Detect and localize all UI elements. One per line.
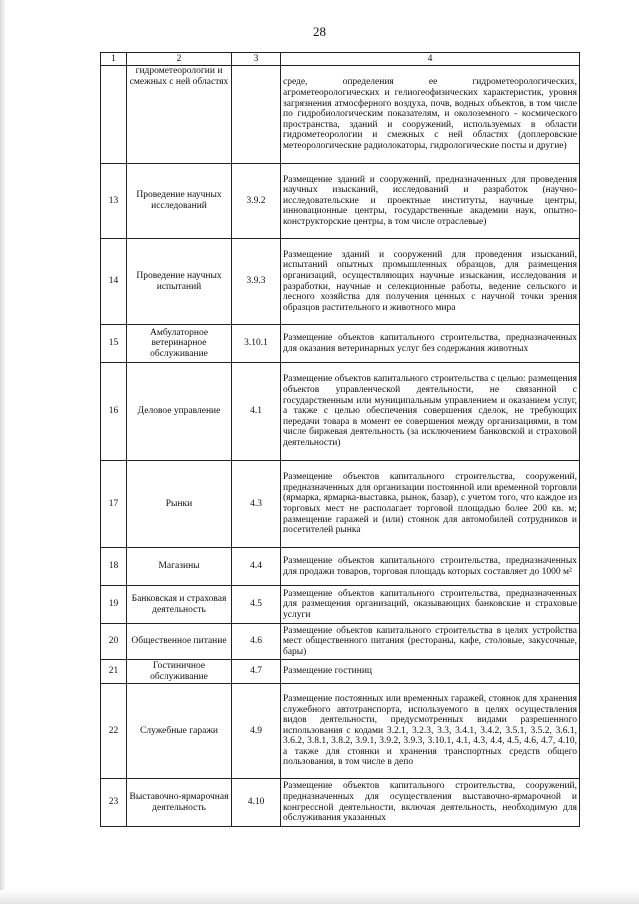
table-header-row [101, 53, 580, 66]
row-code-cell: 3.10.1 [232, 325, 281, 363]
row-name-cell: Проведение научных исследований [127, 164, 232, 239]
row-name-cell: Выставочно-ярмарочная деятельность [127, 779, 232, 827]
row-number-cell: 18 [101, 548, 127, 586]
row-name-cell: Гостиничное обслуживание [127, 660, 232, 684]
row-description-cell: Размещение объектов капитального строительства, предназначенных для оказания ветеринарных услуг без содержания животных [281, 325, 580, 363]
row-code-cell: 4.5 [232, 586, 281, 624]
row-description-cell: Размещение объектов капитального строительства с целью: размещения объектов управленческой деятельности, не связанной с государственным или муниципальным управлением и оказанием услуг, а также с целью обеспечения совершения сделок, не требующих передачи товара в момент ее совершения между организациями, в том числе биржевая деятельность (за исключением банковской и страховой деятельности) [281, 363, 580, 461]
land-use-table [100, 52, 580, 827]
row-description-cell: среде, определения ее гидрометеорологических, агрометеорологических и гелиогеофизических характеристик, уровня загрязнения атмосферного воздуха, почв, водных объектов, в том числе по гидробиологическим показателям, и околоземного - космического пространства, зданий и сооружений, используемых в области гидрометеорологии и смежных с ней областях (доплеровские метеорологические радиолокаторы, гидрологические посты и другие) [281, 66, 580, 164]
table-row [101, 779, 580, 827]
row-description-cell: Размещение объектов капитального строительства, сооружений, предназначенных для осуществления выставочно-ярмарочной и конгрессной деятельности, включая деятельность, необходимую для обслуживания указанных [281, 779, 580, 827]
table-row [101, 66, 580, 164]
row-description-cell: Размещение объектов капитального строительства, предназначенных для размещения организаций, оказывающих банковские и страховые услуги [281, 586, 580, 624]
row-number-cell [101, 66, 127, 164]
row-number-cell: 14 [101, 239, 127, 325]
row-description-cell: Размещение постоянных или временных гаражей, стоянок для хранения служебного автотранспорта, используемого в целях осуществления видов деятельности, предусмотренных видами разрешенного использования с кодами 3.2.1, 3.2.3, 3.3, 3.4.1, 3.4.2, 3.5.1, 3.5.2, 3.6.1, 3.6.2, 3.8.1, 3.8.2, 3.9.1, 3.9.2, 3.9.3, 3.10.1, 4.1, 4.3, 4.4, 4.5, 4.6, 4.7, 4.10, а также для стоянки и хранения транспортных средств общего пользования, в том числе в депо [281, 684, 580, 779]
row-description-cell: Размещение гостиниц [281, 660, 580, 684]
page-number: 28 [313, 24, 326, 39]
row-description-cell: Размещение объектов капитального строительства, предназначенных для продажи товаров, торговая площадь которых составляет до 1000 м² [281, 548, 580, 586]
row-name-cell: Деловое управление [127, 363, 232, 461]
row-name-cell: Магазины [127, 548, 232, 586]
row-description-cell: Размещение объектов капитального строительства, сооружений, предназначенных для организации постоянной или временной торговли (ярмарка, ярмарка-выставка, рынок, базар), с учетом того, что каждое из торговых мест не располагает торговой площадью более 200 кв. м; размещение гаражей и (или) стоянок для автомобилей сотрудников и посетителей рынка [281, 461, 580, 548]
row-code-cell: 4.6 [232, 624, 281, 660]
header-cell: 3 [232, 53, 281, 66]
row-number-cell: 13 [101, 164, 127, 239]
header-cell: 4 [281, 53, 580, 66]
header-cell: 1 [101, 53, 127, 66]
row-number-cell: 17 [101, 461, 127, 548]
row-name-cell: Проведение научных испытаний [127, 239, 232, 325]
row-name-cell: Общественное питание [127, 624, 232, 660]
row-number-cell: 22 [101, 684, 127, 779]
row-code-cell: 4.3 [232, 461, 281, 548]
row-number-cell: 23 [101, 779, 127, 827]
table-row [101, 363, 580, 461]
row-number-cell: 21 [101, 660, 127, 684]
row-name-cell: Служебные гаражи [127, 684, 232, 779]
table-row [101, 548, 580, 586]
row-code-cell: 4.1 [232, 363, 281, 461]
table-row [101, 461, 580, 548]
row-name-cell: гидрометеорологии и смежных с ней областях [127, 66, 232, 164]
table-row [101, 684, 580, 779]
table-row [101, 164, 580, 239]
row-number-cell: 20 [101, 624, 127, 660]
table-row [101, 624, 580, 660]
row-code-cell: 4.10 [232, 779, 281, 827]
row-code-cell: 4.7 [232, 660, 281, 684]
row-description-cell: Размещение зданий и сооружений, предназначенных для проведения научных изысканий, исследований и разработок (научно-исследовательские и проектные институты, научные центры, инновационные центры, государственные академии наук, опытно-конструкторские центры, в том числе отраслевые) [281, 164, 580, 239]
table-row [101, 660, 580, 684]
scan-edge-shadow [0, 0, 6, 904]
row-code-cell: 3.9.3 [232, 239, 281, 325]
row-description-cell: Размещение объектов капитального строительства в целях устройства мест общественного питания (рестораны, кафе, столовые, закусочные, бары) [281, 624, 580, 660]
row-code-cell [232, 66, 281, 164]
row-code-cell: 4.9 [232, 684, 281, 779]
table-row [101, 325, 580, 363]
row-number-cell: 16 [101, 363, 127, 461]
row-name-cell: Банковская и страховая деятельность [127, 586, 232, 624]
row-name-cell: Амбулаторное ветеринарное обслуживание [127, 325, 232, 363]
row-description-cell: Размещение зданий и сооружений для проведения изысканий, испытаний опытных промышленных образцов, для размещения организаций, осуществляющих научные изыскания, исследования и разработки, научные и селекционные работы, ведение сельского и лесного хозяйства для получения ценных с научной точки зрения образцов растительного и животного мира [281, 239, 580, 325]
row-name-cell: Рынки [127, 461, 232, 548]
table-row [101, 586, 580, 624]
row-number-cell: 19 [101, 586, 127, 624]
table-row [101, 239, 580, 325]
row-code-cell: 4.4 [232, 548, 281, 586]
header-cell: 2 [127, 53, 232, 66]
row-code-cell: 3.9.2 [232, 164, 281, 239]
row-number-cell: 15 [101, 325, 127, 363]
scan-bottom-shadow [0, 890, 639, 904]
